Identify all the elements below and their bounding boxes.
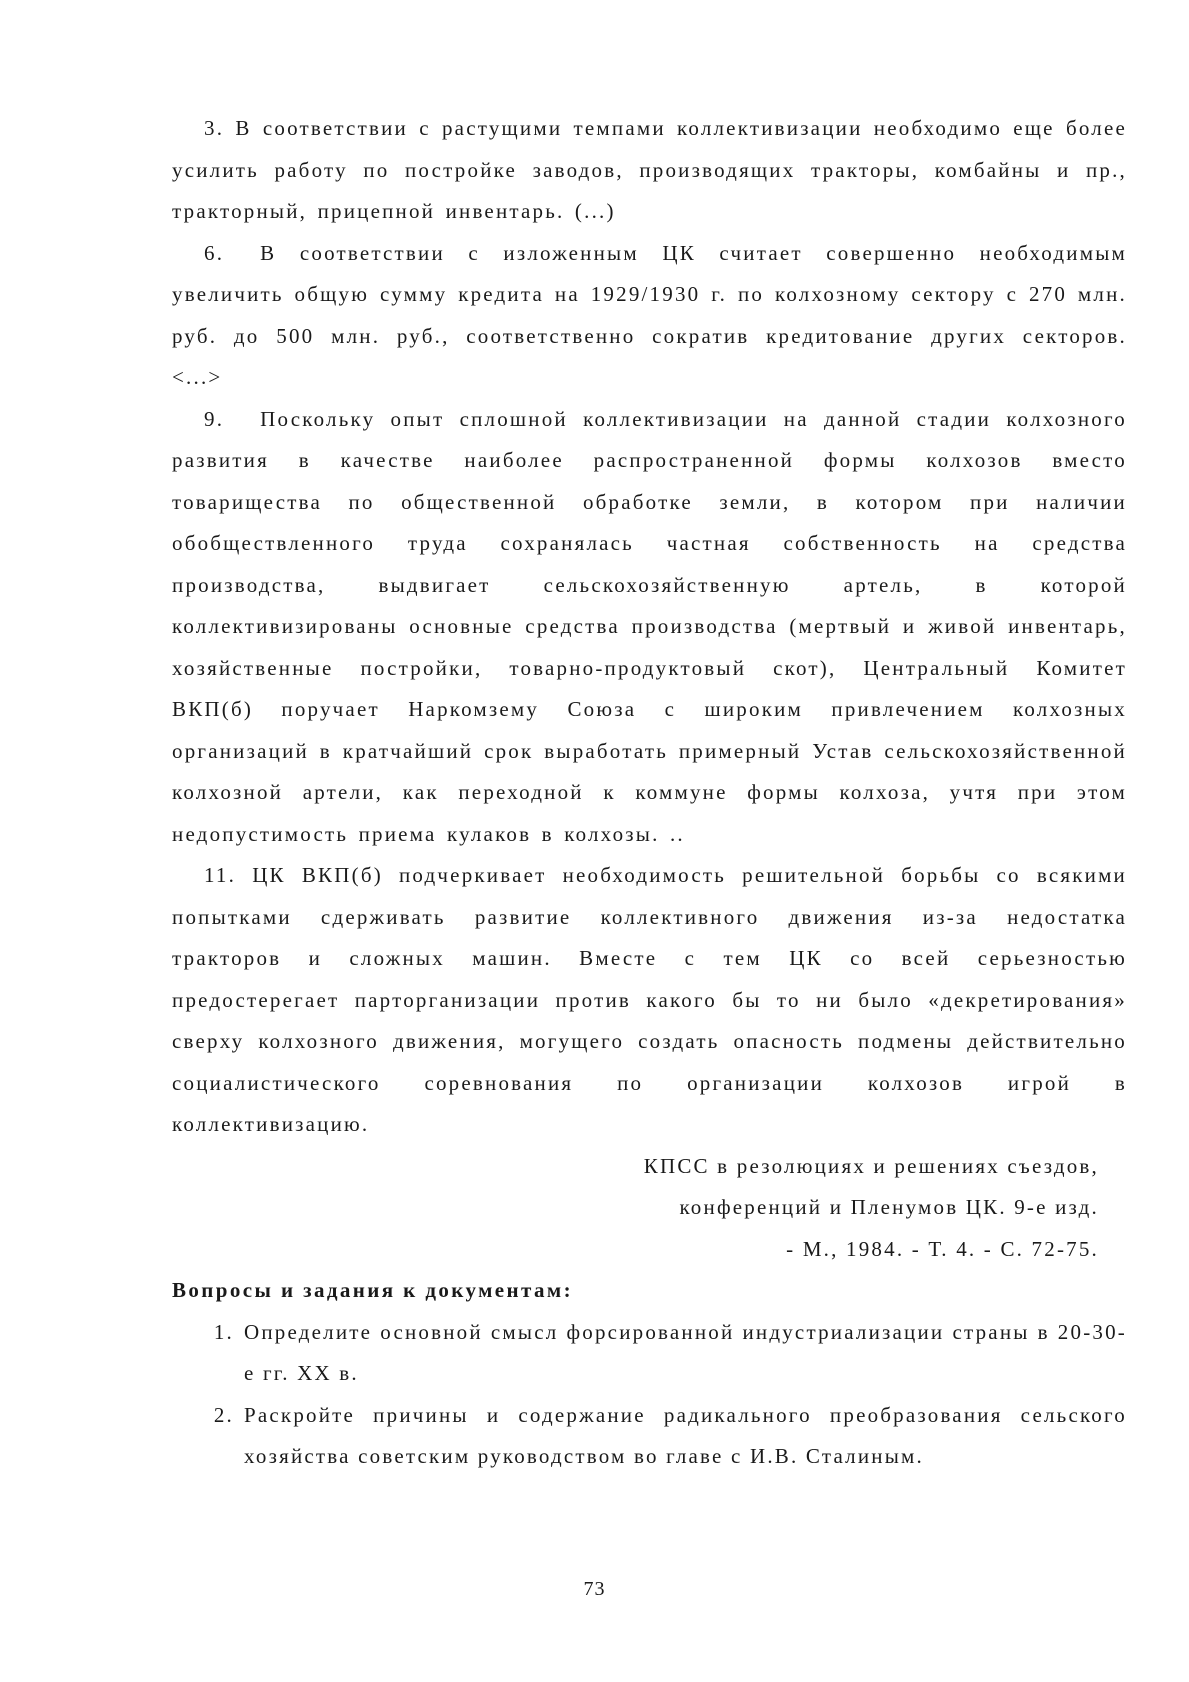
paragraph-11 [172, 855, 1127, 1146]
list-item [172, 1312, 1127, 1395]
paragraph-9 [172, 399, 1127, 856]
question-text: Определите основной смысл форсированной индустриализации страны в 20-30-е гг. XX в. [244, 1319, 1127, 1385]
question-number: 2. [213, 1402, 234, 1427]
paragraph-text: Поскольку опыт сплошной коллективизации на данной стадии колхозного развития в качестве наиболее распространенной формы колхозов вместо товарищества по общественной обработке земли, в котором при наличии обобществленного труда сохранялась частная собственность на средства производства, выдвигает сельскохозяйственную артель, в которой коллективизированы основные средства производства (мертвый и живой инвентарь, хозяйственные постройки, товарно-продуктовый скот), Центральный Комитет ВКП(б) поручает Наркомзему Союза с широким привлечением колхозных организаций в кратчайший срок выработать примерный Устав сельскохозяйственной колхозной артели, как переходной к коммуне формы колхоза, учтя при этом недопустимость приема кулаков в колхозы. .. [172, 406, 1127, 846]
question-number: 1. [213, 1319, 234, 1344]
paragraph-number: 3. [204, 116, 225, 140]
paragraph-number: 11. [204, 863, 237, 887]
questions-heading: Вопросы и задания к документам: [172, 1278, 573, 1302]
questions-list [172, 1312, 1127, 1478]
paragraph-6 [172, 233, 1127, 399]
paragraph-number: 9. [204, 406, 225, 431]
document-page [172, 108, 1127, 1478]
page-number: 73 [583, 1578, 606, 1600]
source-line-2: конференций и Пленумов ЦК. 9-е изд. [679, 1195, 1099, 1219]
paragraph-number: 6. [204, 240, 225, 265]
source-line-3: - М., 1984. - Т. 4. - С. 72-75. [786, 1236, 1099, 1261]
source-citation [172, 1146, 1127, 1271]
source-line-1: КПСС в резолюциях и решениях съездов, [643, 1153, 1099, 1178]
paragraph-text: ЦК ВКП(б) подчеркивает необходимость решительной борьбы со всякими попытками сдерживать развитие коллективного движения из-за недостатка тракторов и сложных машин. Вместе с тем ЦК со всей серьезностью предостерегает парторганизации против какого бы то ни было «декретирования» сверху колхозного движения, могущего создать опасность подмены действительно социалистического соревнования по организации колхозов игрой в коллективизацию. [172, 863, 1127, 1136]
paragraph-3 [172, 108, 1127, 233]
list-item [172, 1395, 1127, 1478]
question-text: Раскройте причины и содержание радикального преобразования сельского хозяйства советским руководством во главе с И.В. Сталиным. [244, 1402, 1127, 1468]
paragraph-text: В соответствии с растущими темпами коллективизации необходимо еще более усилить работу по постройке заводов, производящих тракторы, комбайны и пр., тракторный, прицепной инвентарь. (...) [172, 116, 1127, 223]
paragraph-text: В соответствии с изложенным ЦК считает совершенно необходимым увеличить общую сумму кредита на 1929/1930 г. по колхозному сектору с 270 млн. руб. до 500 млн. руб., соответственно сократив кредитование других секторов. <...> [172, 240, 1127, 389]
